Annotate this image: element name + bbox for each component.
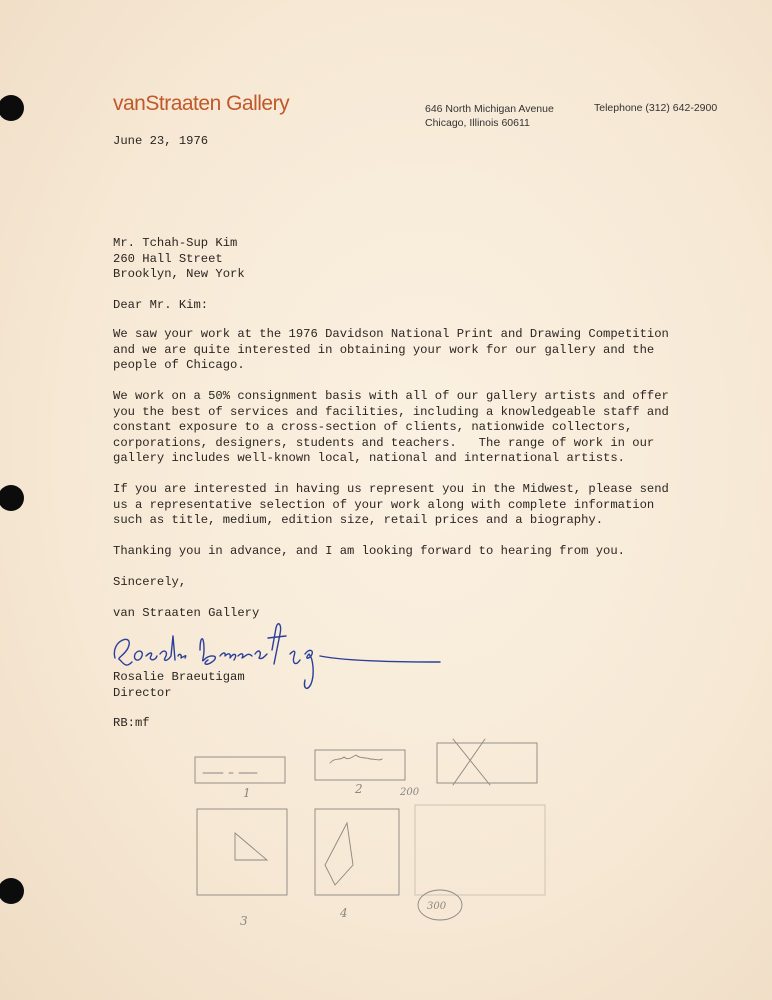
letterhead-address — [425, 102, 554, 130]
sketch-box — [197, 809, 287, 895]
address-line: Chicago, Illinois 60611 — [425, 117, 530, 129]
letterhead-telephone: Telephone (312) 642-2900 — [594, 102, 718, 114]
sketch-box — [195, 757, 285, 783]
paragraph: We work on a 50% consignment basis with all of our gallery artists and offer you the best of services and facilities, including a knowledgeable staff and constant exposure to a cross-section of clients, nationwide collectors, corporations, designers, students and teachers. The range of work in our gallery includes well-known local, national and international artists. — [113, 389, 669, 465]
sketch-number: 1 — [243, 786, 251, 800]
sketch-price: 200 — [400, 787, 420, 798]
sketch-number: 4 — [340, 906, 348, 920]
sketch-box — [315, 809, 399, 895]
paragraph: We saw your work at the 1976 Davidson National Print and Drawing Competition and we are quite interested in obtaining your work for our gallery and the people of Chicago. — [113, 327, 669, 372]
gallery-logo: vanStraaten Gallery — [113, 92, 290, 115]
address-line: 646 North Michigan Avenue — [425, 103, 554, 115]
sketch-box — [315, 750, 405, 780]
sketch-faint-box — [415, 805, 545, 895]
punch-hole — [0, 95, 24, 121]
sketch-cross — [453, 739, 490, 785]
punch-hole — [0, 485, 24, 511]
punch-hole — [0, 878, 24, 904]
letter-date: June 23, 1976 — [113, 134, 209, 148]
recipient-address: Mr. Tchah-Sup Kim 260 Hall Street Brooklyn, New York — [113, 236, 245, 281]
pencil-sketches — [185, 735, 565, 935]
reference-initials: RB:mf — [113, 716, 150, 730]
salutation: Dear Mr. Kim: — [113, 298, 209, 312]
sketch-triangle — [235, 833, 267, 860]
signer-block: Rosalie Braeutigam Director — [113, 670, 245, 700]
closing: Sincerely, — [113, 575, 187, 589]
sketch-number: 2 — [355, 782, 363, 796]
paragraph: Thanking you in advance, and I am looking forward to hearing from you. — [113, 544, 625, 558]
sketch-price: 300 — [427, 901, 447, 912]
sketch-box — [437, 743, 537, 783]
sketch-number: 3 — [240, 914, 248, 928]
sketch-diamond — [325, 823, 353, 885]
company-name: van Straaten Gallery — [113, 606, 260, 620]
sketch-mark — [330, 755, 382, 763]
paragraph: If you are interested in having us represent you in the Midwest, please send us a representative selection of your work along with complete information such as title, medium, edition size, retail prices and a biography. — [113, 482, 669, 527]
